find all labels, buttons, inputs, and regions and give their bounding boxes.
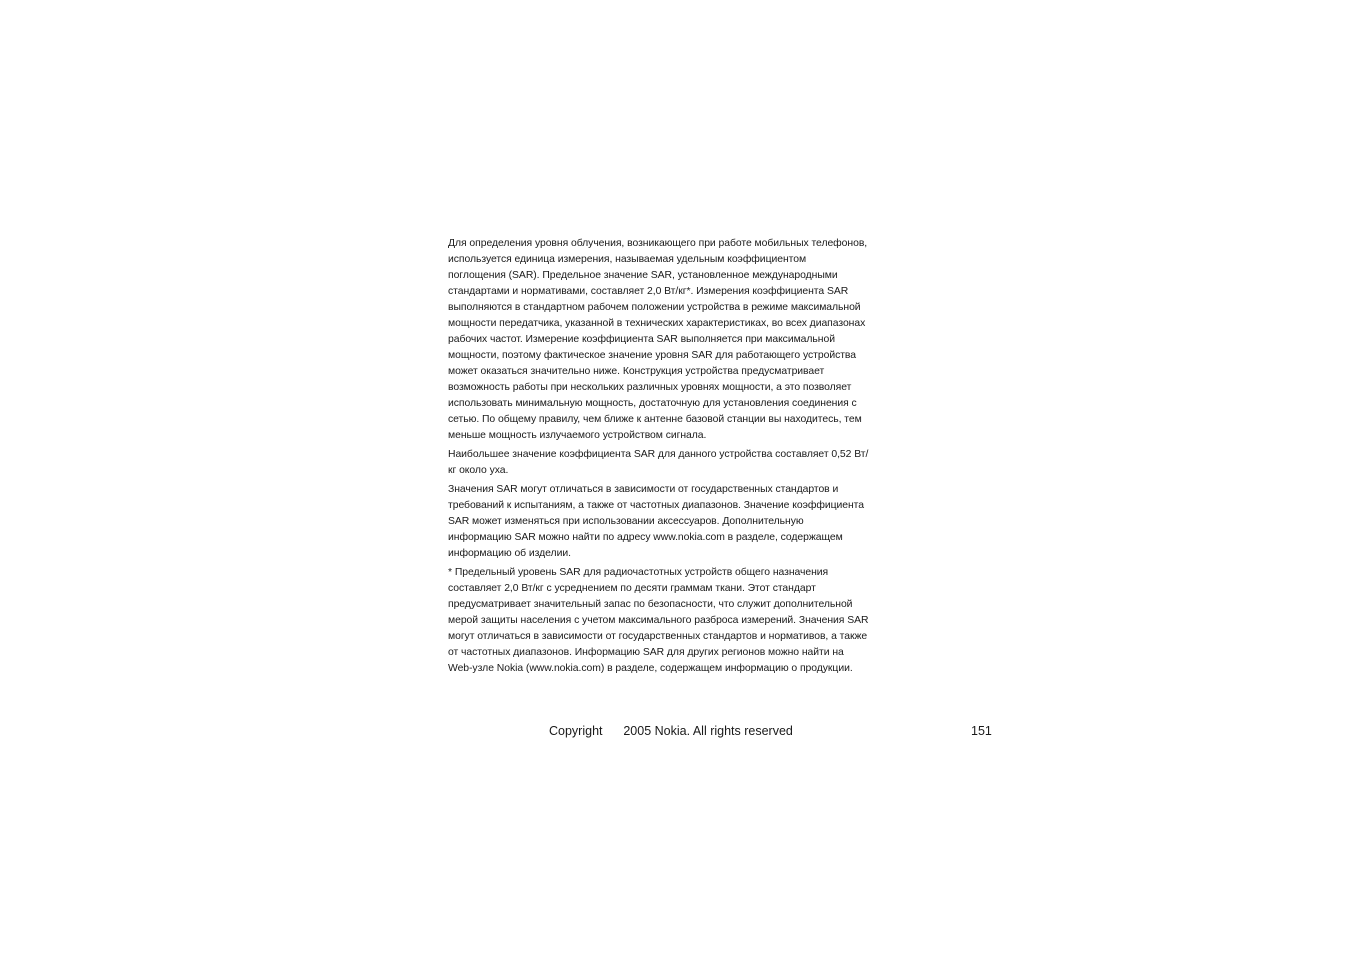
paragraph-sar-definition: Для определения уровня облучения, возникающего при работе мобильных телефонов, используется единица измерения, называемая удельным коэффициентом поглощения (SAR). Предельное значение SAR, установленное международными стандартами и нормативами, составляет 2,0 Вт/кг*. Измерения коэффициента SAR выполняются в стандартном рабочем положении устройства в режиме максимальной мощности передатчика, указанной в технических характеристиках, во всех диапазонах рабочих частот. Измерение коэффициента SAR выполняется при максимальной мощности, поэтому фактическое значение уровня SAR для работающего устройства может оказаться значительно ниже. Конструкция устройства предусматривает возможность работы при нескольких различных уровнях мощности, а это позволяет использовать минимальную мощность, достаточную для установления соединения с сетью. По общему правилу, чем ближе к антенне базовой станции вы находитесь, тем меньше мощность излучаемого устройством сигнала. — [448, 238, 868, 441]
footer-copyright: Copyright 2005 Nokia. All rights reserved — [549, 724, 793, 738]
paragraph-sar-footnote: * Предельный уровень SAR для радиочастотных устройств общего назначения составляет 2,0 Вт/кг с усреднением по десяти граммам ткани. Этот стандарт предусматривает значительный запас по безопасности, что служит дополнительной мерой защиты населения с учетом максимального разброса измерений. Значения SAR могут отличаться в зависимости от государственных стандартов и нормативов, а также от частотных диапазонов. Информацию SAR для других регионов можно найти на Web-узле Nokia (www.nokia.com) в разделе, содержащем информацию о продукции. — [448, 567, 869, 674]
paragraph-sar-max-value: Наибольшее значение коэффициента SAR для данного устройства составляет 0,52 Вт/ кг около уха. — [448, 449, 869, 476]
paragraph-sar-variation: Значения SAR могут отличаться в зависимости от государственных стандартов и требований к испытаниям, а также от частотных диапазонов. Значение коэффициента SAR может изменяться при использовании аксессуаров. Дополнительную информацию SAR можно найти по адресу www.nokia.com в разделе, содержащем информацию об изделии. — [448, 484, 864, 559]
body-text — [448, 236, 904, 680]
page-number: 151 — [971, 724, 992, 738]
